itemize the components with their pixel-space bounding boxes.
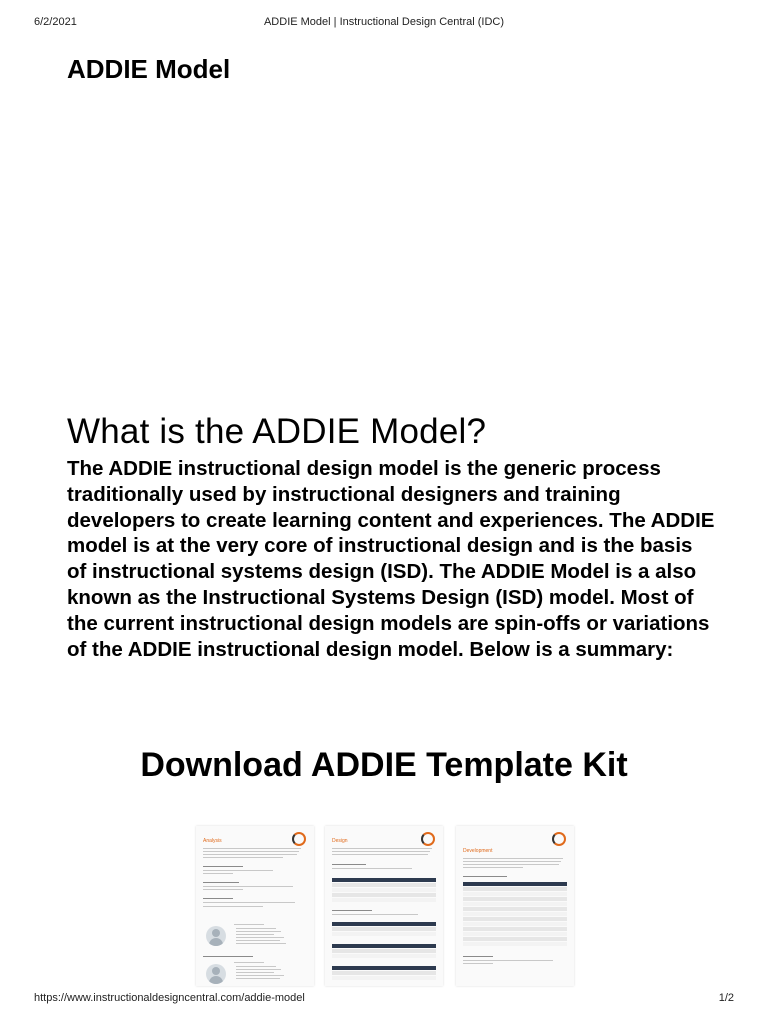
- section-heading: What is the ADDIE Model?: [67, 412, 487, 451]
- print-header: [0, 16, 768, 32]
- template-thumbnail-development[interactable]: [456, 826, 574, 986]
- logo-icon: [552, 832, 566, 846]
- print-page-title: ADDIE Model | Instructional Design Central (IDC): [263, 16, 505, 28]
- thumbnail-title: Design: [332, 838, 348, 844]
- logo-icon: [421, 832, 435, 846]
- avatar: [206, 926, 226, 946]
- thumbnail-title: Analysis: [203, 838, 222, 844]
- thumbnail-title: Development: [463, 848, 493, 854]
- template-thumbnail-analysis[interactable]: [196, 826, 314, 986]
- download-heading: Download ADDIE Template Kit: [140, 746, 628, 784]
- page-title: ADDIE Model: [67, 54, 231, 84]
- section-body: The ADDIE instructional design model is the generic process traditionally used by instructional designers and training developers to create learning content and experiences. The ADDIE model is at the very core of instructional design and is the basis of instructional systems design (ISD). The ADDIE Model is a also known as the Instructional Systems Design (ISD) model. Most of the current instructional design models are spin-offs or variations of the ADDIE instructional design model. Below is a summary:: [67, 457, 715, 661]
- logo-icon: [292, 832, 306, 846]
- avatar: [206, 964, 226, 984]
- page-url: https://www.instructionaldesigncentral.com/addie-model: [34, 992, 305, 1004]
- template-thumbnail-design[interactable]: [325, 826, 443, 986]
- page-number: 1/2: [718, 992, 734, 1004]
- print-date: 6/2/2021: [34, 16, 77, 28]
